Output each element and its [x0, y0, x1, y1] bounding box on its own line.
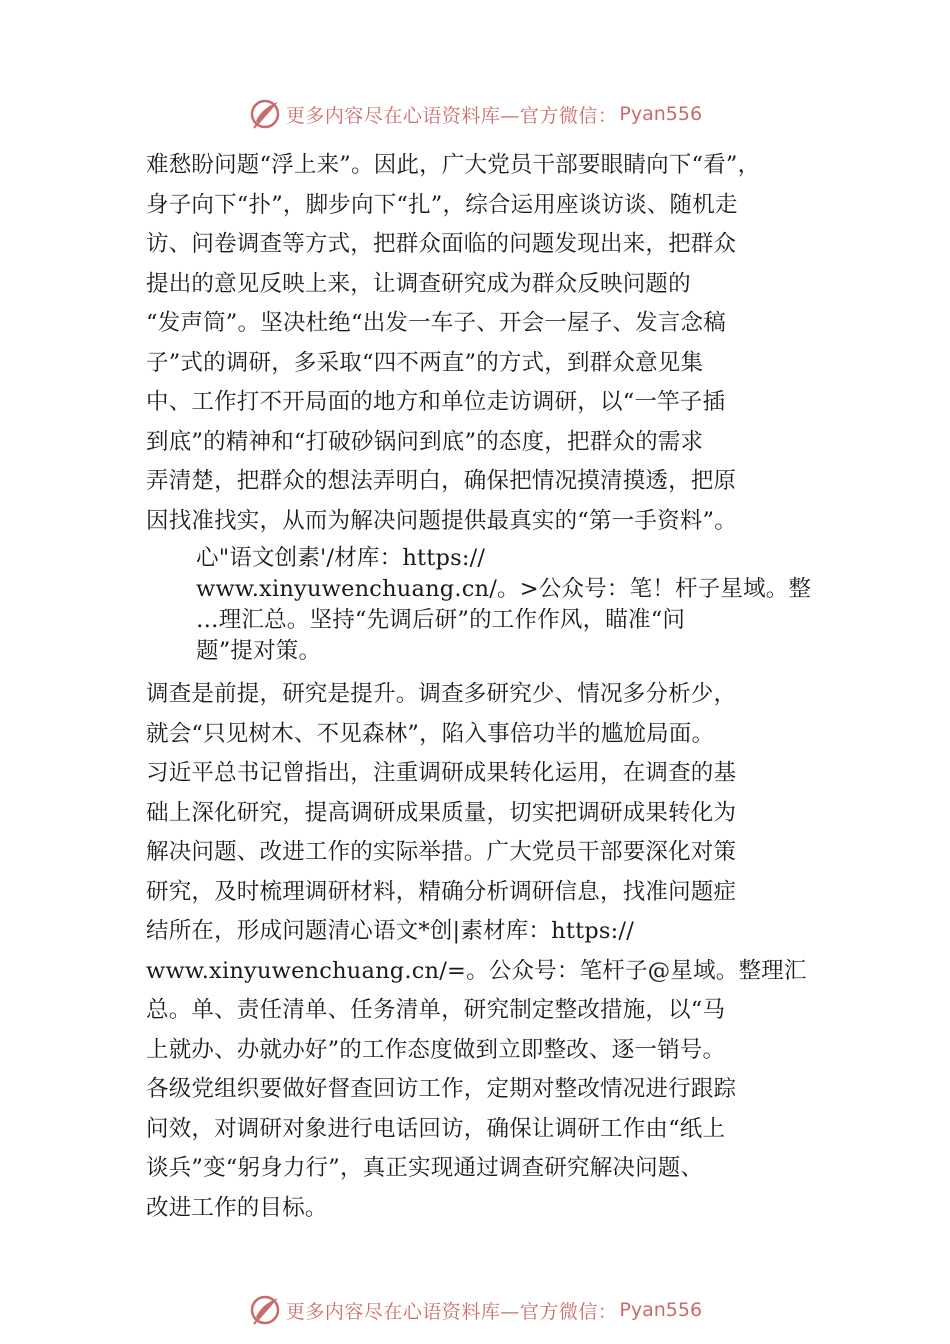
text-line: 中、工作打不开局面的地方和单位走访调研，以“一竿子插	[146, 389, 726, 415]
text-line: 弄清楚，把群众的想法弄明白，确保把情况摸清摸透，把原	[146, 468, 737, 494]
paragraph-2	[146, 675, 816, 1228]
text-line: 谈兵”变“躬身力行”，真正实现通过调查研究解决问题、	[146, 1155, 704, 1181]
header-banner	[0, 92, 950, 136]
text-line: 各级党组织要做好督查回访工作，定期对整改情况进行跟踪	[146, 1076, 737, 1102]
heading-line: www.xinyuwenchuang.cn/。>公众号：笔！杆子星域。整	[196, 576, 812, 602]
footer-banner-text: 更多内容尽在心语资料库—官方微信：	[285, 1300, 618, 1323]
text-line: 到底”的精神和“打破砂锅问到底”的态度，把群众的需求	[146, 428, 704, 455]
heading-line: 题”提对策。	[196, 638, 322, 664]
brand-logo-icon	[248, 1293, 282, 1327]
text-line: 难愁盼问题“浮上来”。因此，广大党员干部要眼睛向下“看”，	[146, 152, 761, 178]
text-line: “发声筒”。坚决杜绝“出发一车子、开会一屋子、发言念稿	[146, 310, 726, 336]
header-banner-text: 更多内容尽在心语资料库—官方微信：	[285, 104, 618, 127]
brand-logo-icon	[248, 97, 282, 131]
heading-line: 心"语文创素'/材库：https://	[196, 545, 486, 571]
text-line: 就会“只见树木、不见森林”，陷入事倍功半的尴尬局面。	[146, 720, 715, 747]
text-line: 习近平总书记曾指出，注重调研成果转化运用，在调查的基	[146, 760, 737, 786]
heading-line: …理汇总。坚持“先调后研”的工作作风，瞄准“问	[196, 607, 686, 633]
text-line: 础上深化研究，提高调研成果质量，切实把调研成果转化为	[146, 799, 737, 826]
text-line: 总。单、责任清单、任务清单，研究制定整改措施，以“马	[146, 997, 726, 1023]
text-line: 调查是前提，研究是提升。调查多研究少、情况多分析少，	[146, 681, 737, 707]
heading-block	[146, 543, 816, 667]
text-line: 子”式的调研，多采取“四不两直”的方式，到群众意见集	[146, 349, 704, 376]
text-line: 提出的意见反映上来，让调查研究成为群众反映问题的	[146, 270, 691, 297]
footer-banner	[0, 1288, 950, 1332]
text-line: 上就办、办就办好”的工作态度做到立即整改、逐一销号。	[146, 1036, 726, 1063]
footer-wechat-id: Pyan556	[619, 1299, 703, 1321]
document-body	[146, 146, 816, 1228]
text-line: www.xinyuwenchuang.cn/=。公众号：笔杆子@星域。整理汇	[146, 957, 807, 984]
text-line: 改进工作的目标。	[146, 1194, 328, 1221]
text-line: 问效，对调研对象进行电话回访，确保让调研工作由“纸上	[146, 1115, 726, 1142]
text-line: 解决问题、改进工作的实际举措。广大党员干部要深化对策	[146, 839, 737, 865]
paragraph-1	[146, 146, 816, 541]
header-wechat-id: Pyan556	[619, 103, 703, 125]
text-line: 因找准找实，从而为解决问题提供最真实的“第一手资料”。	[146, 507, 737, 534]
text-line: 研究，及时梳理调研材料，精确分析调研信息，找准问题症	[146, 878, 737, 905]
text-line: 访、问卷调查等方式，把群众面临的问题发现出来，把群众	[146, 231, 737, 257]
text-line: 结所在，形成问题清心语文*创|素材库：https://	[146, 918, 634, 944]
text-line: 身子向下“扑”，脚步向下“扎”，综合运用座谈访谈、随机走	[146, 191, 738, 218]
